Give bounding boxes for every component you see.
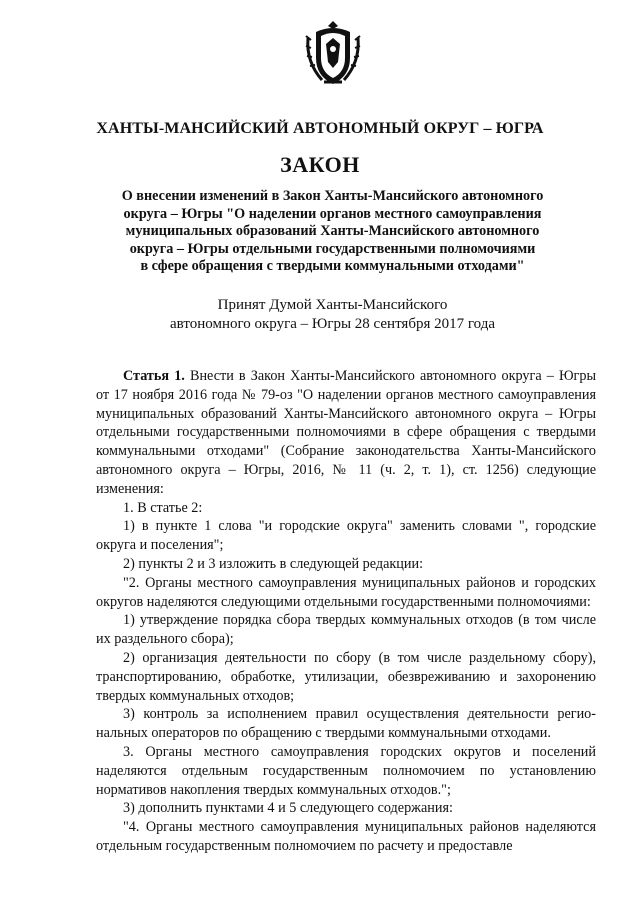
- adoption-line: Принят Думой Ханты-Мансийского: [217, 297, 448, 313]
- law-title-line: в сфере обращения с твердыми коммунальными отходами": [140, 258, 525, 274]
- law-title-line: муниципальных образований Ханты-Мансийского автономного: [125, 223, 540, 239]
- body-paragraph: "4. Органы местного самоуправления муниципальных районов наделяются отдельным государственным полномочием по расчету и предоставле: [96, 819, 596, 854]
- body-paragraph: 1. В статье 2:: [123, 499, 203, 516]
- body-paragraph: 3) дополнить пунктами 4 и 5 следующего содержания:: [123, 800, 453, 817]
- body-paragraph: 1) утверждение порядка сбора твердых коммунальных отходов (в том числе их раздельного сбора);: [96, 612, 596, 648]
- law-title-line: округа – Югры отдельными государственными полномочиями: [129, 240, 536, 257]
- law-body: [96, 367, 596, 856]
- body-paragraph: 3) контроль за исполнением правил осуществления деятельности региональных операторов по обращению с твердыми коммунальными отходами.: [96, 706, 596, 742]
- adoption-line: автономного округа – Югры 28 сентября 2017 года: [169, 315, 495, 332]
- body-paragraph: "2. Органы местного самоуправления муниципальных районов и городских округов наделяются следующими отдельными государственными полномочиями:: [96, 574, 596, 610]
- law-title: [80, 188, 585, 276]
- document-type: ЗАКОН: [280, 152, 360, 177]
- adoption-note: [80, 296, 585, 333]
- article-text: Внести в Закон Ханты-Мансийского автономного округа – Югры от 17 ноября 2016 года № 79-оз "О наделении органов местного самоуправления муниципальных образований Ханты-Мансийского автономного округа – Югры отдельными государственными полномочиями в сфере обращения с твердыми коммунальными отходами" (Собрание законодательства Ханты-Мансийского автономного округа – Югры, 2016, № 11 (ч. 2, т. 1), ст. 1256) следующие изменения:: [96, 368, 596, 497]
- law-title-line: О внесении изменений в Закон Ханты-Мансийского автономного: [121, 188, 544, 204]
- region-heading: ХАНТЫ-МАНСИЙСКИЙ АВТОНОМНЫЙ ОКРУГ – ЮГРА: [96, 120, 544, 137]
- article-paragraph: [96, 367, 596, 499]
- body-paragraph: 1) в пункте 1 слова "и городские округа" заменить словами ", городские округа и поселения";: [96, 518, 596, 554]
- law-title-line: округа – Югры "О наделении органов местного самоуправления: [123, 205, 542, 222]
- body-paragraph: 2) организация деятельности по сбору (в том числе раздельному сбору), транспортированию, обработке, утилизации, обезвреживанию и захоронению твердых коммунальных отходов;: [96, 649, 596, 704]
- body-paragraph: 2) пункты 2 и 3 изложить в следующей редакции:: [123, 555, 424, 572]
- coat-of-arms-icon: [302, 18, 364, 88]
- article-label: Статья 1.: [123, 368, 185, 384]
- body-paragraph: 3. Органы местного самоуправления городских округов и поселений наделяются отдельным государственным полномочием по установлению нормативов накопления твердых коммунальных отходов.";: [96, 743, 596, 798]
